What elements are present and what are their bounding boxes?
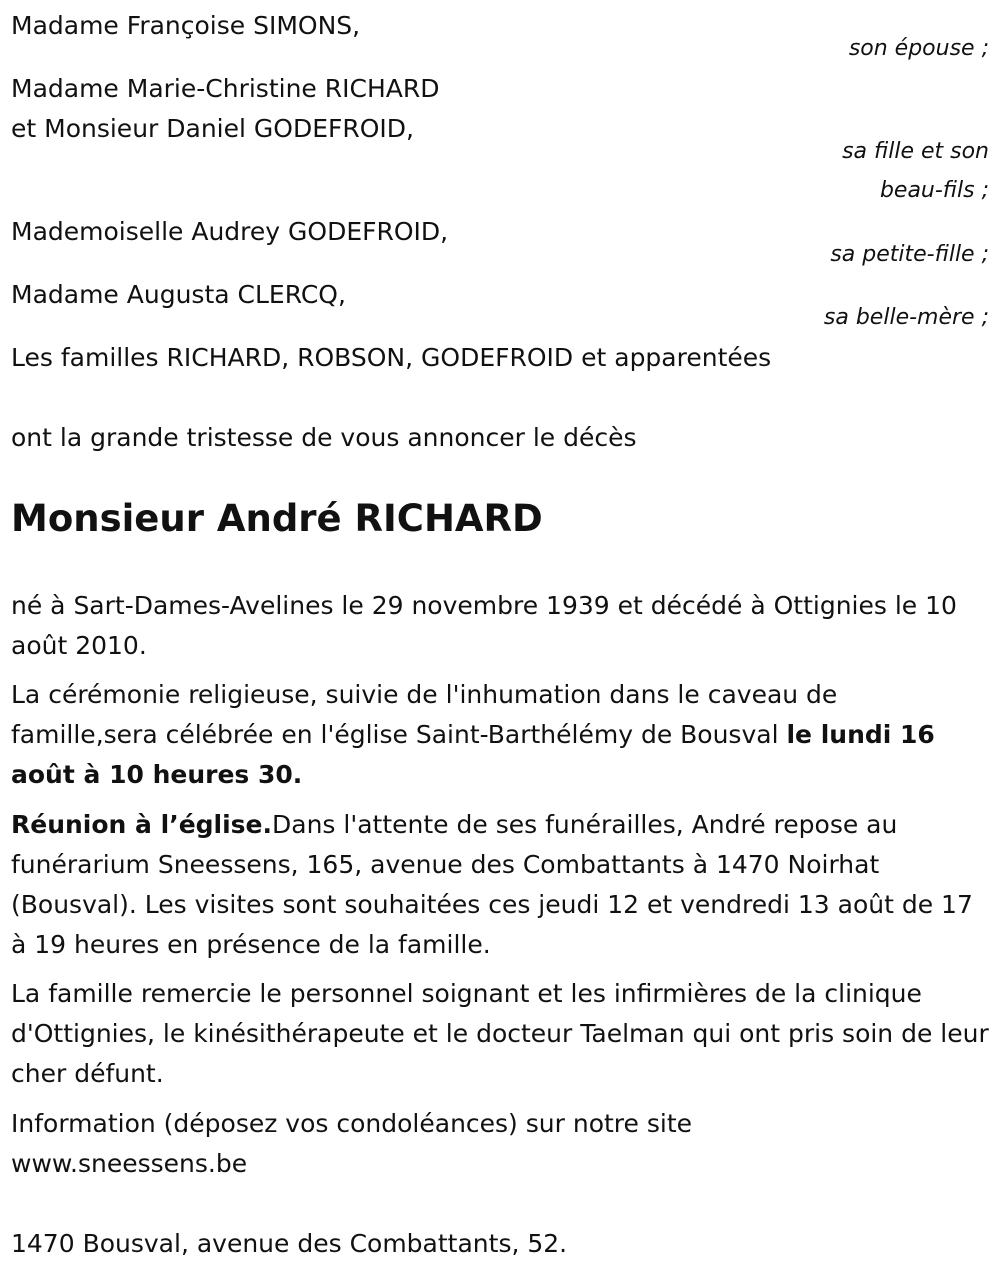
thanks-paragraph: La famille remercie le personnel soignant et les infirmières de la clinique d'Ottignies, le kinésithérapeute et le docteur Taelman qui ont pris soin de leur cher défunt. bbox=[11, 979, 989, 1088]
motherinlaw-name: Madame Augusta CLERCQ, bbox=[11, 280, 346, 309]
address: 1470 Bousval, avenue des Combattants, 52. bbox=[11, 1229, 568, 1258]
ceremony-date: le lundi 16 août à 10 heures 30. bbox=[11, 720, 935, 789]
spouse-name: Madame Françoise SIMONS, bbox=[11, 11, 361, 40]
daughter-relation-line2: beau-fils ; bbox=[879, 178, 989, 203]
spouse-relation: son épouse ; bbox=[848, 36, 989, 61]
families-line: Les familles RICHARD, ROBSON, GODEFROID et apparentées bbox=[11, 343, 772, 372]
reunion-paragraph bbox=[11, 805, 989, 965]
motherinlaw-relation: sa belle-mère ; bbox=[823, 305, 989, 330]
ceremony-text: La cérémonie religieuse, suivie de l'inhumation dans le caveau de famille,sera célébrée en l'église Saint-Barthélémy de Bousval bbox=[11, 680, 838, 749]
info-paragraph: Information (déposez vos condoléances) sur notre site www.sneessens.be bbox=[11, 1109, 693, 1178]
deceased-name: Monsieur André RICHARD bbox=[11, 497, 543, 540]
announcement: ont la grande tristesse de vous annoncer le décès bbox=[11, 423, 637, 452]
granddaughter-relation: sa petite-fille ; bbox=[830, 242, 989, 267]
granddaughter-name: Mademoiselle Audrey GODEFROID, bbox=[11, 217, 449, 246]
daughter-relation-line1: sa fille et son bbox=[842, 139, 989, 164]
daughter-name: Madame Marie-Christine RICHARD bbox=[11, 74, 440, 103]
soninlaw-name: et Monsieur Daniel GODEFROID, bbox=[11, 114, 414, 143]
reunion-text: Dans l'attente de ses funérailles, André repose au funérarium Sneessens, 165, avenue des Combattants à 1470 Noirhat (Bousval). Les visites sont souhaitées ces jeudi 12 et vendredi 13 août de 17 à 19 heures en présence de la famille. bbox=[11, 810, 973, 959]
reunion-label: Réunion à l’église. bbox=[11, 810, 273, 839]
ceremony-paragraph bbox=[11, 675, 989, 795]
birth-death-paragraph: né à Sart-Dames-Avelines le 29 novembre 1939 et décédé à Ottignies le 10 août 2010. bbox=[11, 591, 957, 660]
